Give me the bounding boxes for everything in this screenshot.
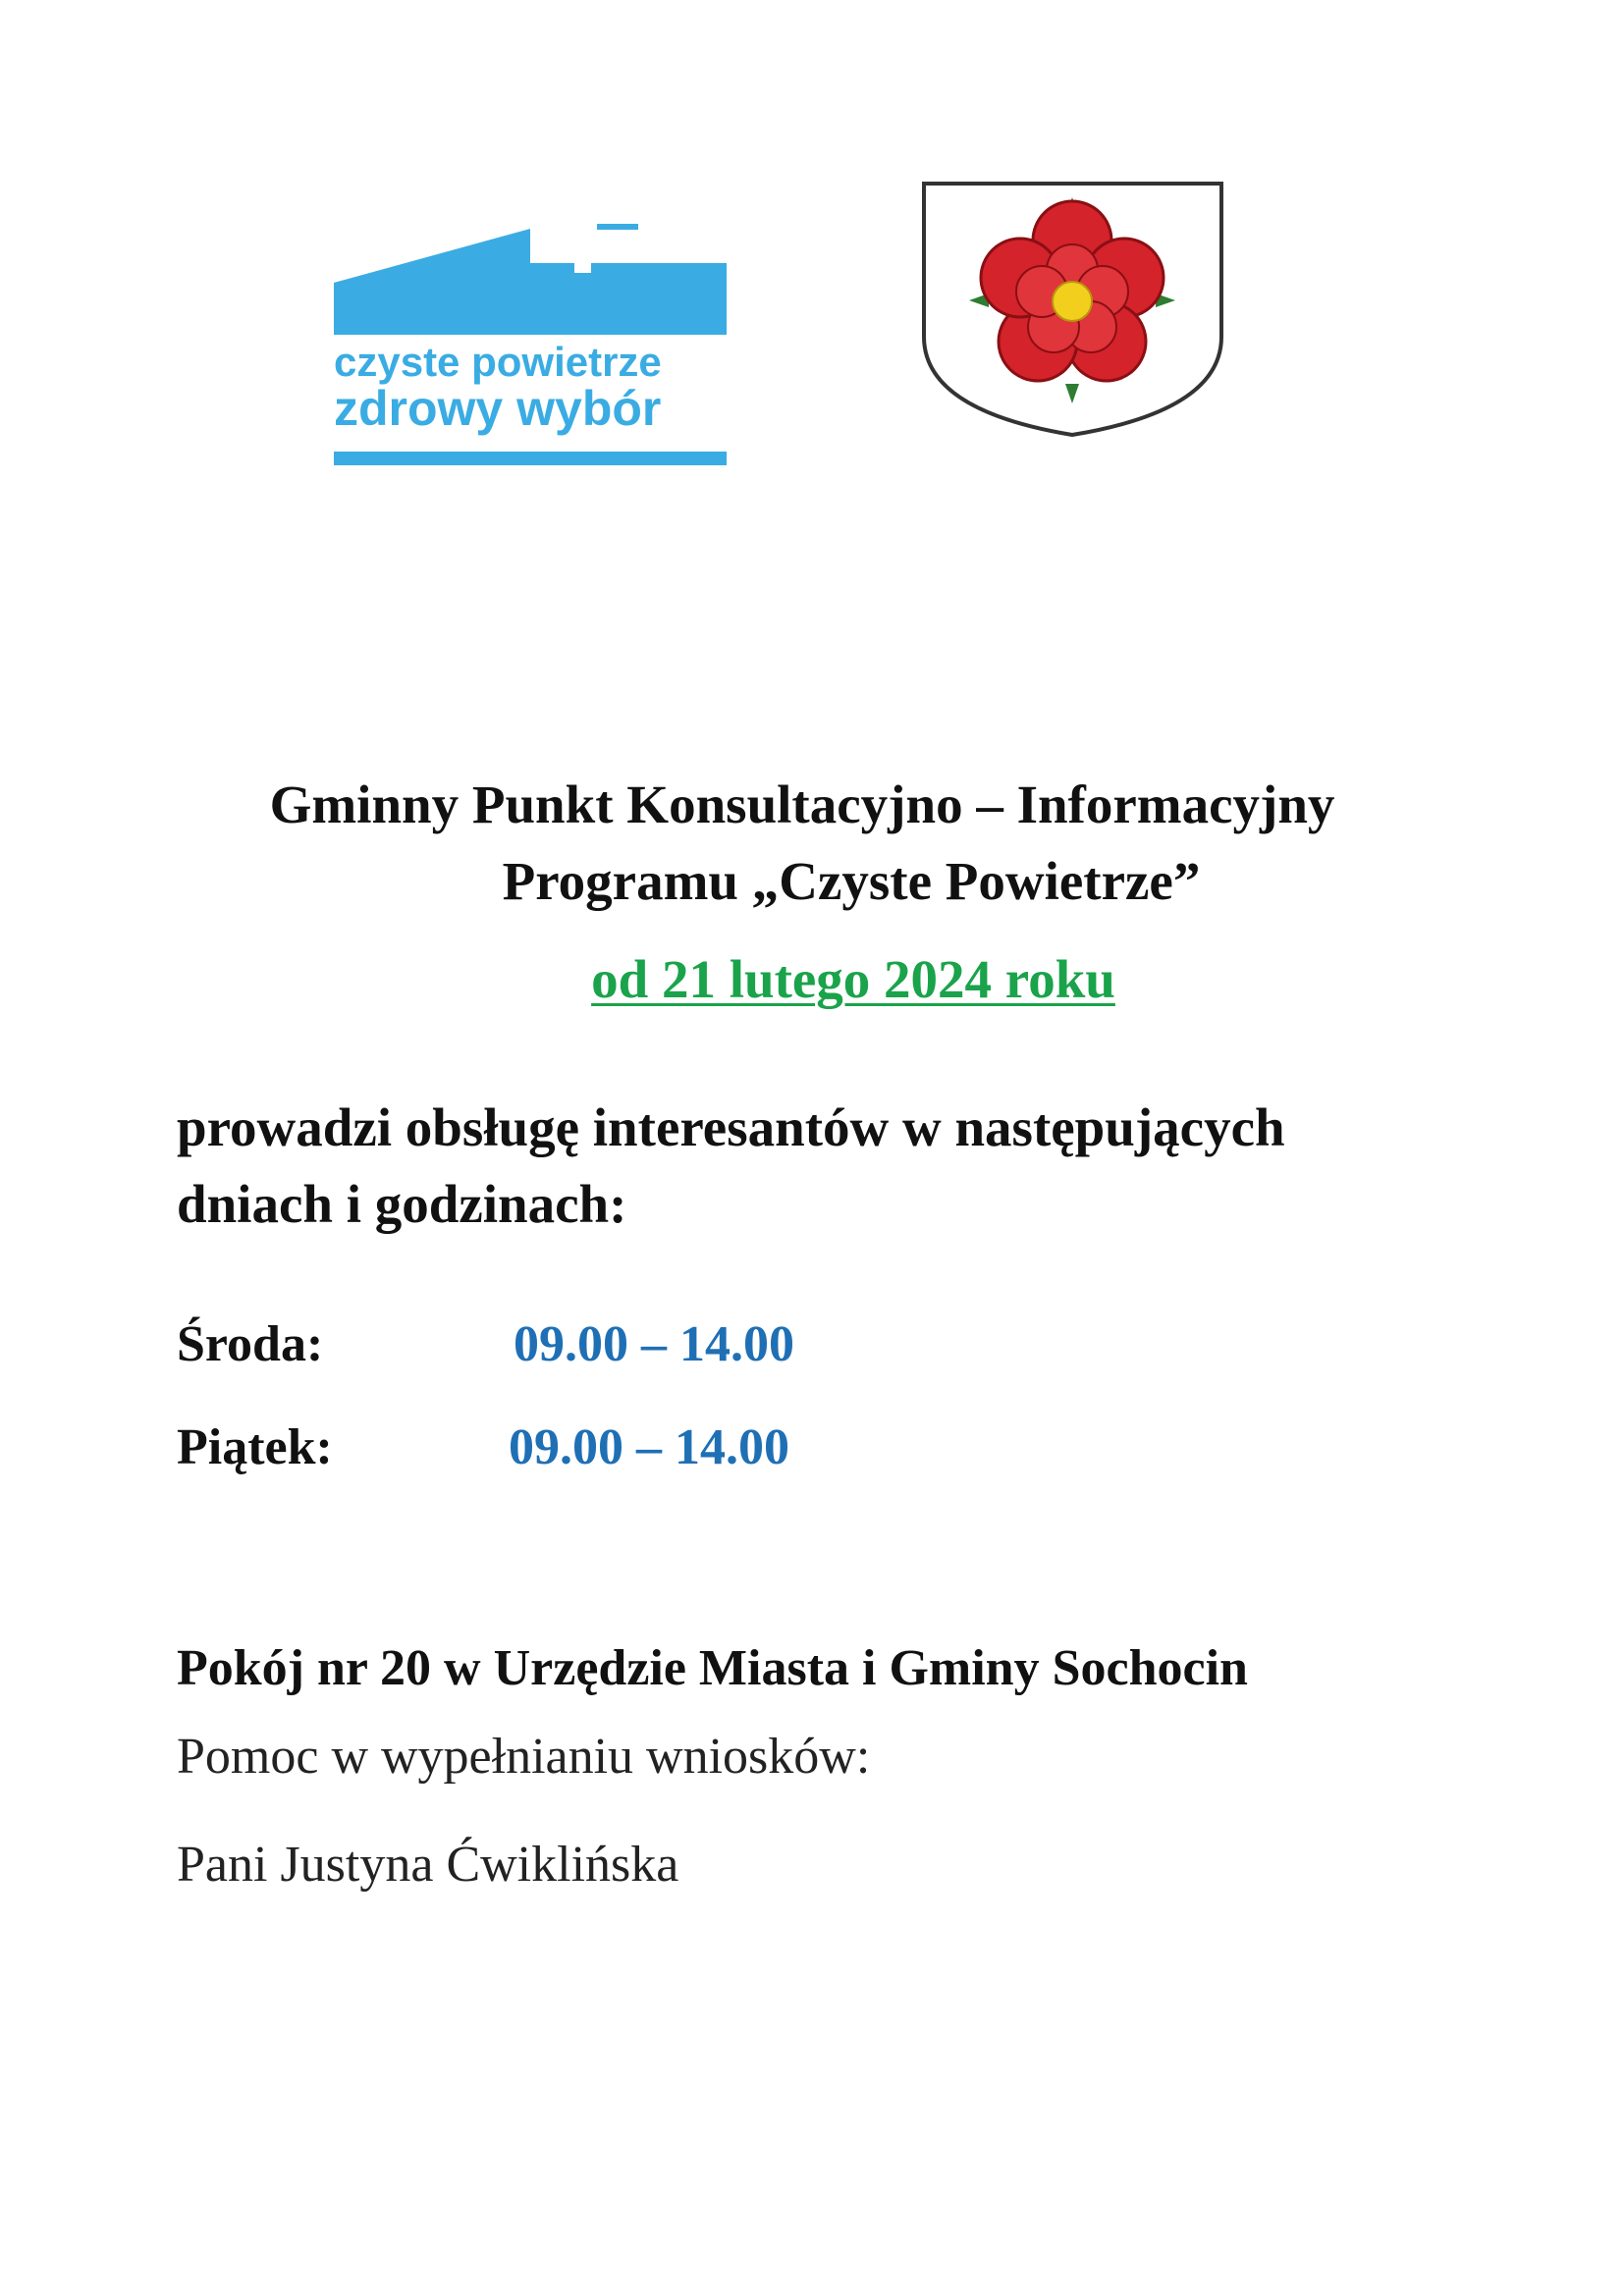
service-intro-line2: dniach i godzinach: <box>177 1174 627 1234</box>
contact-person: Pani Justyna Ćwiklińska <box>177 1837 679 1893</box>
coat-of-arms <box>918 180 1227 440</box>
czyste-powietrze-house-logo-icon <box>334 224 727 469</box>
schedule-hours: 09.00 – 14.00 <box>509 1419 789 1475</box>
room-location: Pokój nr 20 w Urzędzie Miasta i Gminy Sochocin <box>177 1640 1248 1696</box>
czyste-powietrze-logo <box>334 224 727 469</box>
red-rose-shield-icon <box>918 180 1227 440</box>
start-date: od 21 lutego 2024 roku <box>591 949 1115 1009</box>
service-intro-line1: prowadzi obsługę interesantów w następujących <box>177 1097 1285 1157</box>
help-label: Pomoc w wypełnianiu wniosków: <box>177 1729 871 1785</box>
schedule-hours: 09.00 – 14.00 <box>514 1316 794 1372</box>
logo-text-line1: czyste powietrze <box>334 339 662 385</box>
notice-title-line1: Gminny Punkt Konsultacyjno – Informacyjny <box>269 774 1335 834</box>
notice-title-line2: Programu „Czyste Powietrze” <box>502 851 1201 911</box>
schedule-day: Środa: <box>177 1316 324 1372</box>
logo-text-line2: zdrowy wybór <box>334 381 662 436</box>
schedule-day: Piątek: <box>177 1419 333 1475</box>
service-intro <box>177 1090 1453 1243</box>
